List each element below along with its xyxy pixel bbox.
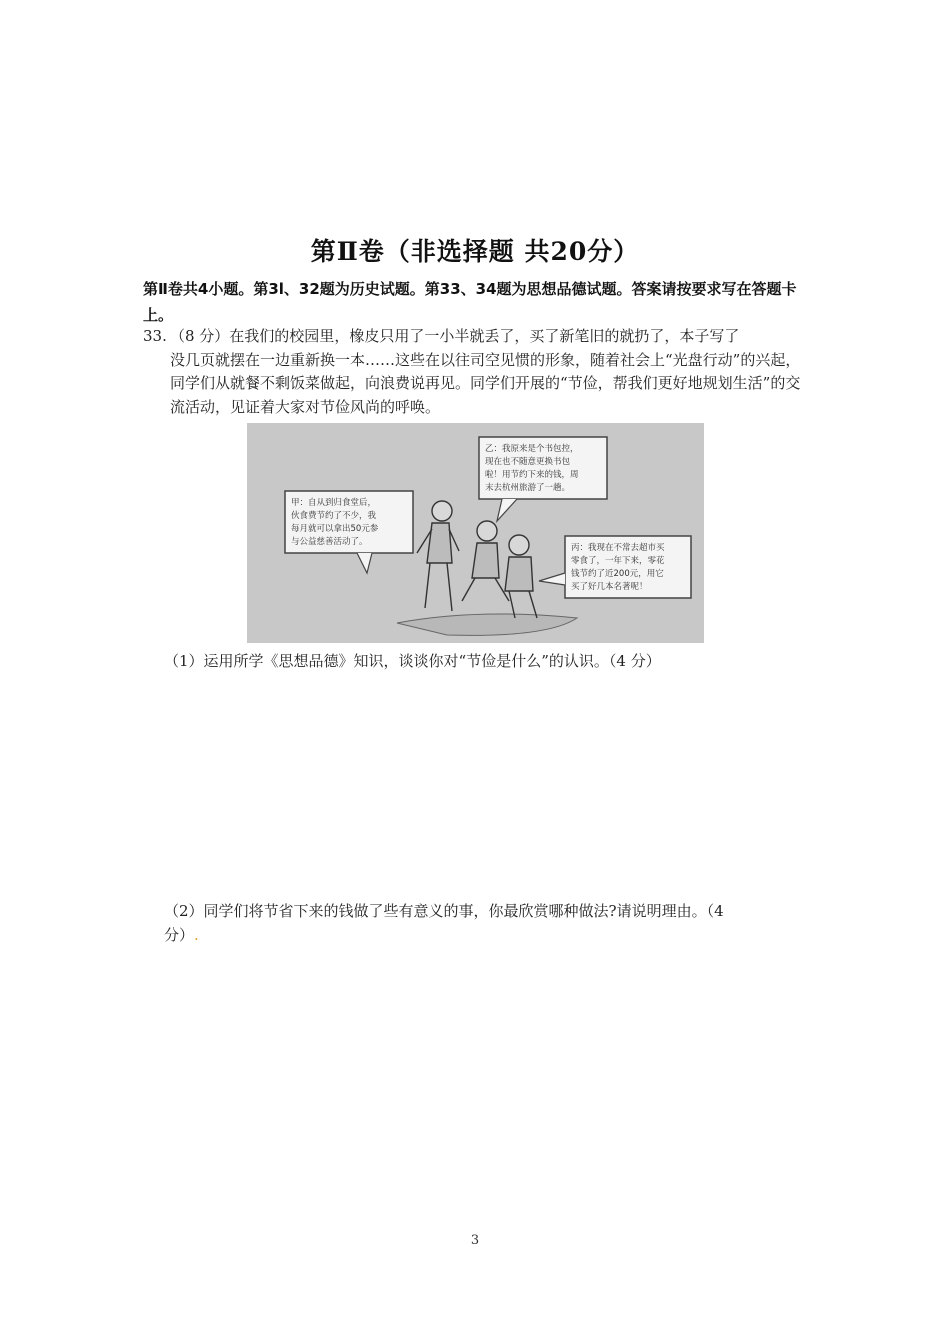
question-33-part-2: [164, 900, 809, 947]
stray-mark: .: [194, 925, 199, 944]
bubble-yi-line: 啦！用节约下来的钱，周: [485, 470, 579, 480]
cartoon-image: [247, 423, 704, 643]
question-33-stem: [143, 325, 811, 419]
question-33: [143, 325, 811, 419]
question-number: 33.: [143, 327, 167, 345]
question-33-lead: （8 分）在我们的校园里，橡皮只用了一小半就丢了，买了新笔旧的就扔了，本子写了: [170, 327, 740, 345]
part-2-line-1: （2）同学们将节省下来的钱做了些有意义的事，你最欣赏哪种做法?请说明理由。（4: [164, 902, 724, 920]
bubble-bing-line: 买了好几本名著呢！: [571, 582, 648, 592]
bubble-bing-line: 丙：我现在不常去超市买: [571, 543, 665, 553]
bubble-bing-line: 零食了，一年下来，零花: [571, 556, 665, 566]
section-instructions: 第Ⅱ卷共4小题。第3l、32题为历史试题。第33、34题为思想品德试题。答案请按要求写在答题卡上。: [143, 280, 797, 324]
section-title: 第Ⅱ卷（非选择题 共20分）: [310, 237, 640, 266]
bubble-jia-line: 每月就可以拿出50元参: [291, 524, 379, 534]
question-33-part-1: （1）运用所学《思想品德》知识，谈谈你对“节俭是什么”的认识。（4 分）: [164, 652, 661, 670]
bubble-jia-line: 伙食费节约了不少，我: [291, 511, 377, 521]
page-number: 3: [470, 1233, 480, 1248]
bubble-jia-line: 与公益慈善活动了。: [291, 537, 368, 547]
bubble-yi-line: 现在也不随意更换书包: [485, 457, 571, 467]
bubble-yi-line: 乙：我原来是个书包控，: [485, 444, 579, 454]
bubble-bing-line: 钱节约了近200元，用它: [571, 569, 664, 579]
part-2-line-2: 分）: [164, 925, 195, 944]
question-33-text: 没几页就摆在一边重新换一本……这些在以往司空见惯的形象，随着社会上“光盘行动”的兴起，同学们从就餐不剩饭菜做起，向浪费说再见。同学们开展的“节俭，帮我们更好地规划生活”的交流活动，见证着大家对节俭风尚的呼唤。: [170, 350, 801, 416]
bubble-jia-line: 甲：自从到归食堂后，: [291, 498, 377, 508]
bubble-yi-line: 末去杭州旅游了一趟。: [485, 483, 571, 493]
